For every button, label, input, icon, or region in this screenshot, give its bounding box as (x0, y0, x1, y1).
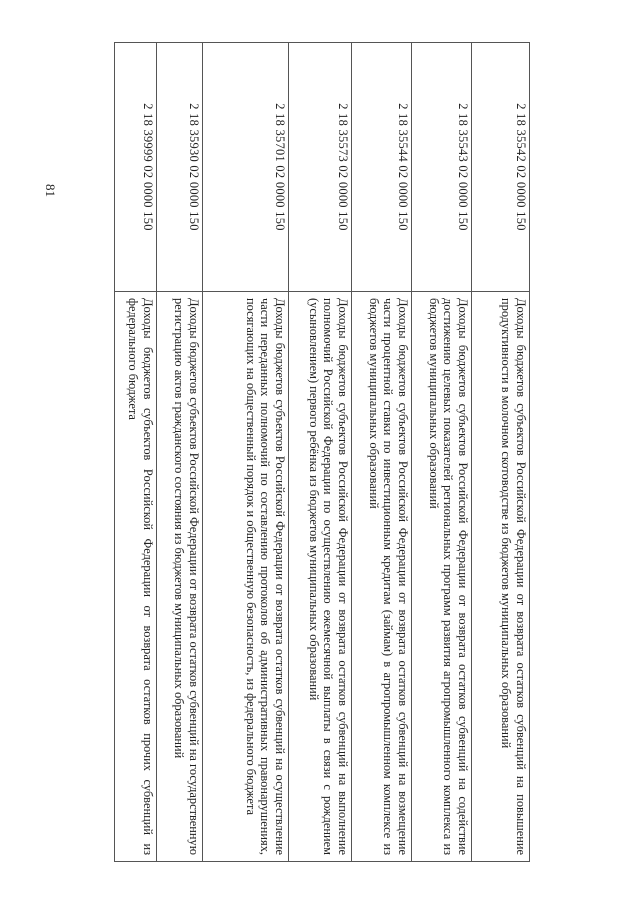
income-description: Доходы бюджетов субъектов Российской Федерации от возврата остатков субвенций на государственную регистрацию актов гражданского состояния из бюджетов муниципальных образований (157, 292, 203, 862)
table-row (352, 43, 412, 862)
table-row (203, 43, 289, 862)
budget-code: 2 18 35543 02 0000 150 (412, 43, 472, 292)
rotated-content (115, 42, 530, 862)
income-description: Доходы бюджетов субъектов Российской Федерации от возврата остатков субвенций на осуществление части переданных полномочий по составлению протоколов об административных правонарушениях, посягающих на общественный порядок и общественную безопасность, из федерального бюджета (203, 292, 289, 862)
budget-code: 2 18 35701 02 0000 150 (203, 43, 289, 292)
income-description: Доходы бюджетов субъектов Российской Федерации от возврата остатков прочих субвенций из федерального бюджета (115, 292, 157, 862)
income-description: Доходы бюджетов субъектов Российской Федерации от возврата остатков субвенций на возмещение части процентной ставки по инвестиционным кредитам (займам) в агропромышленном комплексе из бюджетов муниципальных образований (352, 292, 412, 862)
income-description: Доходы бюджетов субъектов Российской Федерации от возврата остатков субвенций на содействие достижению целевых показателей региональных программ развития агропромышленного комплекса из бюджетов муниципальных образований (412, 292, 472, 862)
budget-code: 2 18 39999 02 0000 150 (115, 43, 157, 292)
budget-code: 2 18 35573 02 0000 150 (289, 43, 352, 292)
budget-code: 2 18 35930 02 0000 150 (157, 43, 203, 292)
table-row (115, 43, 157, 862)
page-number: 81 (43, 183, 58, 197)
table-row (157, 43, 203, 862)
table-row (289, 43, 352, 862)
table-row (472, 43, 530, 862)
income-description: Доходы бюджетов субъектов Российской Федерации от возврата остатков субвенций на выполнение полномочий Российской Федерации по осуществлению ежемесячной выплаты в связи с рождением (усыновлением) первого ребёнка из бюджетов муниципальных образований (289, 292, 352, 862)
budget-codes-table (114, 42, 530, 862)
budget-code: 2 18 35542 02 0000 150 (472, 43, 530, 292)
income-description: Доходы бюджетов субъектов Российской Федерации от возврата остатков субвенций на повышение продуктивности в молочном скотоводстве из бюджетов муниципальных образований (472, 292, 530, 862)
table-row (412, 43, 472, 862)
budget-code: 2 18 35544 02 0000 150 (352, 43, 412, 292)
